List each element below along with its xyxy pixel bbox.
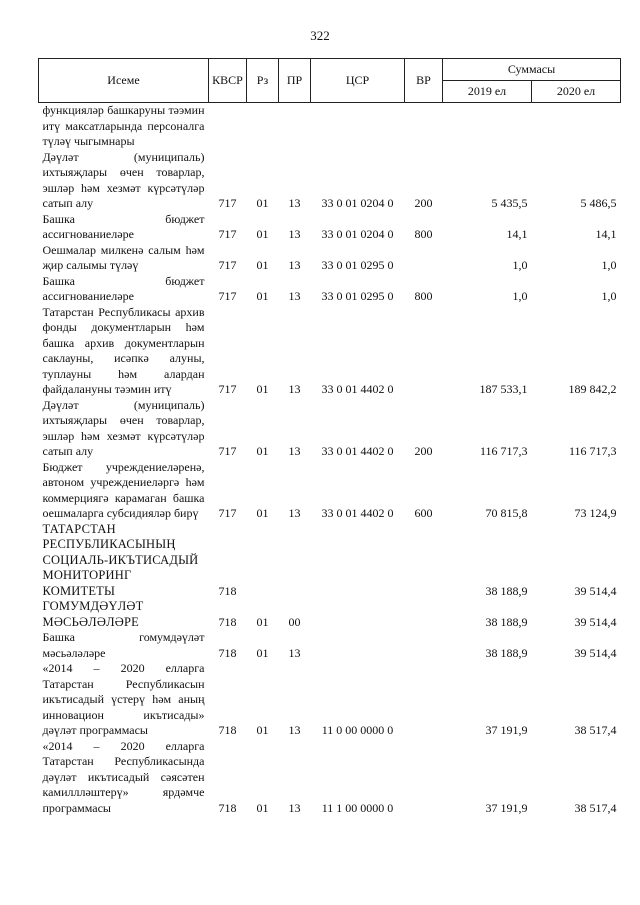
row-name: Башка гомумдәүләт мәсьәләләре — [42, 630, 205, 660]
table-row — [39, 103, 621, 150]
row-vr: 600 — [414, 506, 433, 520]
row-vr — [405, 630, 443, 661]
row-sum-2020: 5 486,5 — [580, 196, 617, 210]
row-sum-2020: 116 717,3 — [568, 444, 617, 458]
row-pr: 13 — [288, 506, 301, 520]
row-sum-2019: 1,0 — [512, 289, 528, 303]
row-kvsr: 718 — [218, 800, 237, 815]
row-sum-2020: 39 514,4 — [574, 583, 617, 598]
row-vr — [405, 599, 443, 630]
header-year-2019: 2019 ел — [443, 81, 532, 103]
row-sum-2019: 38 188,9 — [485, 614, 528, 629]
row-sum-2019: 38 188,9 — [485, 583, 528, 598]
row-csr: 33 0 01 0295 0 — [321, 289, 394, 303]
row-pr: 00 — [288, 614, 301, 629]
row-pr: 13 — [288, 444, 301, 458]
row-csr: 11 1 00 0000 0 — [321, 800, 394, 815]
header-name: Исеме — [39, 59, 209, 103]
header-vr: ВР — [405, 59, 443, 103]
row-pr — [279, 103, 311, 150]
header-csr: ЦСР — [311, 59, 405, 103]
row-rz — [247, 103, 279, 150]
row-vr: 200 — [414, 196, 433, 210]
row-vr — [405, 739, 443, 817]
row-rz: 01 — [256, 645, 269, 660]
table-row — [39, 739, 621, 817]
row-kvsr: 718 — [218, 723, 237, 737]
row-name: «2014 – 2020 елларга Татарстан Республикасында дәүләт икътисадый сәясәтен камиллләштерү» ярдәмче программасы — [42, 738, 205, 815]
row-sum-2019: 116 717,3 — [479, 444, 528, 458]
header-pr: ПР — [279, 59, 311, 103]
row-kvsr: 718 — [218, 583, 237, 598]
row-pr: 13 — [288, 196, 301, 210]
header-year-2020: 2020 ел — [532, 81, 621, 103]
row-csr: 11 0 00 0000 0 — [321, 723, 394, 737]
row-pr: 13 — [288, 645, 301, 660]
table-row — [39, 661, 621, 739]
row-csr: 33 0 01 4402 0 — [321, 382, 394, 396]
row-name: Оешмалар милкенә салым һәм җир салымы түләү — [42, 242, 205, 272]
table-row — [39, 243, 621, 274]
budget-table — [38, 58, 621, 816]
row-kvsr: 717 — [218, 444, 237, 458]
row-sum-2020: 14,1 — [595, 227, 617, 241]
row-kvsr — [209, 103, 247, 150]
row-rz: 01 — [256, 258, 269, 272]
table-row — [39, 398, 621, 460]
row-rz: 01 — [256, 196, 269, 210]
table-row — [39, 274, 621, 305]
row-vr — [405, 243, 443, 274]
row-rz: 01 — [256, 289, 269, 303]
row-name: Татарстан Республикасы архив фонды документларын һәм башка архив документларын саклауны, исәпкә алуны, туплауны һәм алардан файдалануны тәэмин итү — [42, 304, 205, 396]
row-rz: 01 — [256, 444, 269, 458]
row-kvsr: 717 — [218, 196, 237, 210]
row-sum-2019: 37 191,9 — [485, 800, 528, 815]
row-csr — [311, 630, 405, 661]
row-sum-2020 — [532, 103, 621, 150]
row-name: ТАТАРСТАН РЕСПУБЛИКАСЫНЫҢ СОЦИАЛЬ-ИКЪТИСАДЫЙ МОНИТОРИНГ КОМИТЕТЫ — [42, 521, 199, 598]
table-row — [39, 522, 621, 600]
row-kvsr: 718 — [218, 614, 237, 629]
row-pr: 13 — [288, 289, 301, 303]
row-pr — [279, 522, 311, 600]
row-name: Дәүләт (муниципаль) ихтыяҗлары өчен товарлар, эшләр һәм хезмәт күрсәтүләр сатып алу — [42, 149, 205, 210]
row-pr: 13 — [288, 382, 301, 396]
row-vr: 200 — [414, 444, 433, 458]
row-sum-2020: 39 514,4 — [574, 614, 617, 629]
row-vr: 800 — [414, 227, 433, 241]
table-row — [39, 630, 621, 661]
row-sum-2020: 39 514,4 — [574, 645, 617, 660]
row-kvsr: 718 — [218, 645, 237, 660]
row-sum-2019: 37 191,9 — [485, 723, 528, 737]
row-rz: 01 — [256, 227, 269, 241]
row-pr: 13 — [288, 723, 301, 737]
row-pr: 13 — [288, 258, 301, 272]
row-sum-2020: 38 517,4 — [574, 723, 617, 737]
row-csr: 33 0 01 0295 0 — [321, 258, 394, 272]
row-sum-2019: 5 435,5 — [491, 196, 528, 210]
row-vr — [405, 103, 443, 150]
row-rz: 01 — [256, 800, 269, 815]
row-sum-2019 — [443, 103, 532, 150]
row-sum-2020: 189 842,2 — [568, 382, 617, 396]
table-header — [39, 59, 621, 103]
row-pr: 13 — [288, 800, 301, 815]
row-csr — [311, 522, 405, 600]
table-body — [39, 103, 621, 817]
page-number: 322 — [310, 28, 330, 43]
row-name: Башка бюджет ассигнованиеләре — [42, 211, 205, 241]
table-row — [39, 460, 621, 522]
table-row — [39, 599, 621, 630]
row-name: «2014 – 2020 елларга Татарстан Республикасын икътисадый үстерү һәм аның инновацион икътисады» дәүләт программасы — [42, 661, 205, 737]
row-name: Башка бюджет ассигнованиеләре — [42, 273, 205, 303]
header-rz: Рз — [247, 59, 279, 103]
row-kvsr: 717 — [218, 258, 237, 272]
row-name: ГОМУМДӘҮЛӘТ МӘСЬӘЛӘЛӘРЕ — [42, 599, 144, 629]
row-kvsr: 717 — [218, 382, 237, 396]
row-rz: 01 — [256, 614, 269, 629]
row-rz — [247, 522, 279, 600]
row-kvsr: 717 — [218, 227, 237, 241]
row-pr: 13 — [288, 227, 301, 241]
row-csr: 33 0 01 4402 0 — [321, 444, 394, 458]
row-sum-2020: 73 124,9 — [574, 506, 617, 520]
row-rz: 01 — [256, 382, 269, 396]
row-sum-2019: 187 533,1 — [479, 382, 528, 396]
row-vr — [405, 661, 443, 739]
header-sums: Суммасы — [443, 59, 621, 81]
row-sum-2019: 1,0 — [512, 258, 528, 272]
row-sum-2019: 38 188,9 — [485, 645, 528, 660]
table-row — [39, 212, 621, 243]
row-csr: 33 0 01 0204 0 — [321, 227, 394, 241]
header-kvsr: КВСР — [209, 59, 247, 103]
row-sum-2019: 14,1 — [506, 227, 528, 241]
row-sum-2019: 70 815,8 — [485, 506, 528, 520]
row-csr: 33 0 01 0204 0 — [321, 196, 394, 210]
row-rz: 01 — [256, 723, 269, 737]
row-sum-2020: 1,0 — [601, 258, 617, 272]
row-name: Дәүләт (муниципаль) ихтыяҗлары өчен товарлар, эшләр һәм хезмәт күрсәтүләр сатып алу — [42, 397, 205, 458]
row-vr — [405, 522, 443, 600]
row-rz: 01 — [256, 506, 269, 520]
row-name: Бюджет учреждениеләренә, автоном учреждениеләргә һәм коммерциягә карамаган башка оешмаларга субсидияләр бирү — [42, 459, 205, 520]
row-vr — [405, 305, 443, 398]
row-vr: 800 — [414, 289, 433, 303]
row-kvsr: 717 — [218, 289, 237, 303]
table-row — [39, 305, 621, 398]
row-kvsr: 717 — [218, 506, 237, 520]
table-row — [39, 150, 621, 212]
row-csr: 33 0 01 4402 0 — [321, 506, 394, 520]
row-name: функцияләр башкаруны тәэмин итү максатларында персоналга түләү чыгымнары — [42, 103, 205, 148]
row-csr — [311, 103, 405, 150]
row-csr — [311, 599, 405, 630]
row-sum-2020: 38 517,4 — [574, 800, 617, 815]
row-sum-2020: 1,0 — [601, 289, 617, 303]
